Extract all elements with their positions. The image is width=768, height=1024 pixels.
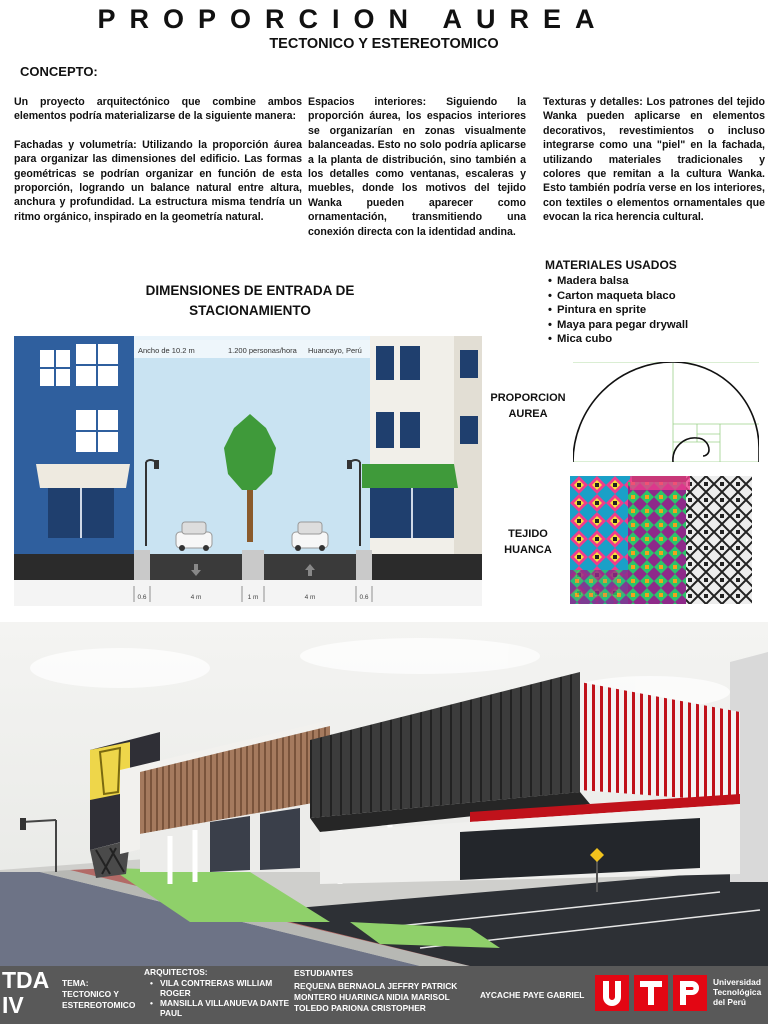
estudiante-name: AYCACHE PAYE GABRIEL: [480, 990, 585, 1000]
tema-block: TEMA: TECTONICO Y ESTEREOTOMICO: [62, 978, 136, 1010]
material-item: • Mica cubo: [548, 332, 688, 347]
measure-label: 0.6: [359, 594, 369, 601]
material-item: • Madera balsa: [548, 274, 688, 289]
tejido-label: TEJIDO HUANCA: [504, 528, 552, 556]
measure-label: 4 m: [190, 594, 202, 601]
dimensions-title: DIMENSIONES DE ENTRADA DE STACIONAMIENTO: [145, 283, 355, 318]
materials-list: [548, 274, 688, 347]
arquitecto-name: • VILA CONTRERAS WILLIAM ROGER: [150, 978, 290, 998]
poster-title: PROPORCION AUREA: [97, 4, 609, 34]
golden-spiral-diagram: [573, 362, 759, 462]
estudiante-name: MONTERO HUARINGA NIDIA MARISOL: [294, 992, 450, 1002]
building-render-image: [0, 622, 768, 966]
texturas-paragraph: Texturas y detalles: Los patrones del tejido Wanka pueden aplicarse en elementos decorativos, revestimientos o incluso integrarse como una "piel" en la fachada, utilizando materiales tradicionales y colores que remitan a la cultura Wanka. Esto también podría verse en los interiores, con textiles o elementos ornamentales que evocan la rica herencia cultural.: [543, 96, 765, 224]
arquitectos-title: ARQUITECTOS:: [144, 967, 208, 977]
street-location-label: Huancayo, Perú: [308, 346, 362, 355]
estudiante-name: TOLEDO PARIONA CRISTOPHER: [294, 1003, 426, 1013]
estudiante-name: REQUENA BERNAOLA JEFFRY PATRICK: [294, 981, 458, 991]
tejido-huanca-image: [570, 476, 752, 604]
poster-subtitle: TECTONICO Y ESTEREOTOMICO: [269, 36, 499, 52]
fachadas-paragraph: Fachadas y volumetría: Utilizando la proporción áurea para organizar las dimensiones del edificio. Las formas geométricas se podrían organizar en función de esta proporción, logrando un balance natural entre altura, anchura y profundidad. La estructura misma tendría un ritmo orgánico, inspirado en la geometría natural.: [14, 138, 302, 223]
estudiantes-list: [294, 981, 457, 1014]
measure-label: 4 m: [304, 594, 316, 601]
estudiantes-title: ESTUDIANTES: [294, 968, 354, 978]
measure-label: 1 m: [247, 594, 259, 601]
aurea-label: PROPORCION AUREA: [490, 392, 566, 420]
street-width-label: Ancho de 10.2 m: [138, 346, 195, 355]
espacios-paragraph: Espacios interiores: Siguiendo la proporción áurea, los espacios interiores se organizarían en zonas visualmente balanceadas. Esto no solo podría aplicarse a la planta de distribución, sino también a los detalles como ventanas, escaleras y muebles, donde los motivos del tejido Wanka pueden aparecer como ornamentación, transmitiendo una conexión directa con la identidad andina.: [308, 96, 526, 238]
university-name: Universidad Tecnológica del Perú: [713, 977, 762, 1007]
material-item: • Maya para pegar drywall: [548, 318, 688, 333]
street-section-illustration: [14, 336, 482, 606]
measure-label: 0.6: [137, 594, 147, 601]
material-item: • Pintura en sprite: [548, 303, 688, 318]
arquitecto-name: • MANSILLA VILLANUEVA DANTE PAUL: [150, 998, 290, 1018]
concept-column-2: [308, 95, 526, 253]
course-code: TDA IV: [2, 967, 50, 1018]
utp-logo: [595, 975, 707, 1011]
material-item: • Carton maqueta blaco: [548, 289, 688, 304]
street-capacity-label: 1.200 personas/hora: [228, 346, 297, 355]
concept-column-3: [543, 95, 765, 239]
concept-column-1: [14, 95, 302, 238]
intro-paragraph: Un proyecto arquitectónico que combine ambos elementos podría materializarse de la siguiente manera:: [14, 96, 302, 123]
concept-label: CONCEPTO:: [20, 64, 98, 79]
materials-title: MATERIALES USADOS: [545, 258, 677, 272]
arquitectos-list: [150, 978, 290, 1018]
